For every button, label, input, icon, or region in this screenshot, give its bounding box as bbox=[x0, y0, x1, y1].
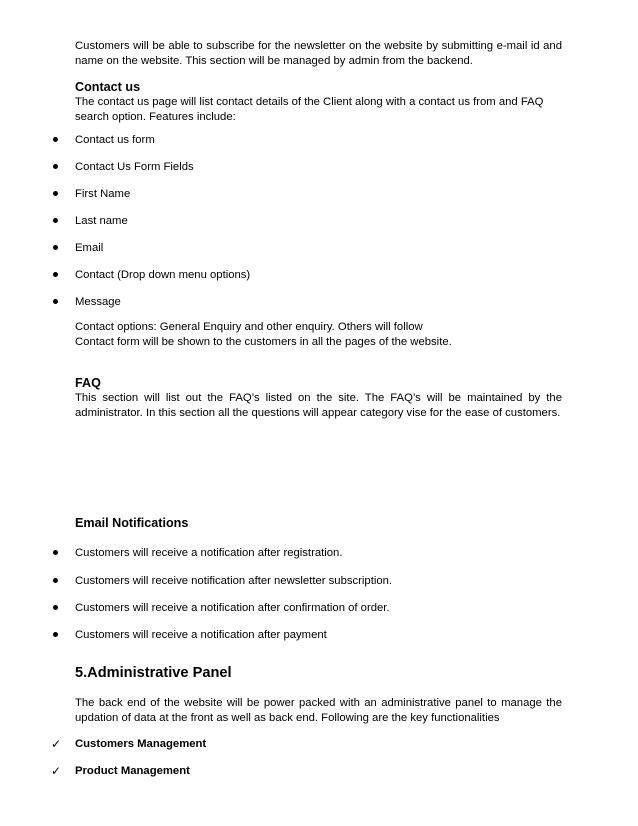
checkmark-icon: ✓ bbox=[51, 764, 62, 778]
list-item: Contact Us Form Fields bbox=[0, 159, 638, 175]
email-notifications-heading: Email Notifications bbox=[75, 516, 189, 530]
list-item: ✓ Customers Management bbox=[51, 737, 207, 751]
list-item: Contact us form bbox=[0, 132, 638, 148]
bullet-icon bbox=[53, 299, 58, 304]
newsletter-paragraph: Customers will be able to subscribe for the newsletter on the website by submitting e-mail id and name on the website. This section will be managed by admin from the backend. bbox=[75, 40, 562, 67]
list-item: Last name bbox=[0, 213, 638, 229]
faq-heading: FAQ bbox=[75, 376, 101, 390]
list-item: Customers will receive a notification after confirmation of order. bbox=[0, 600, 638, 616]
list-item: Customers will receive a notification after payment bbox=[0, 627, 638, 643]
bullet-icon bbox=[53, 605, 58, 610]
list-item: Customers will receive a notification after registration. bbox=[0, 545, 638, 561]
bullet-icon bbox=[53, 632, 58, 637]
list-item: Customers will receive notification after newsletter subscription. bbox=[0, 573, 638, 589]
bullet-icon bbox=[53, 191, 58, 196]
admin-panel-heading: 5.Administrative Panel bbox=[75, 665, 232, 681]
faq-paragraph: This section will list out the FAQ’s listed on the site. The FAQ’s will be maintained by the administrator. In this section all the questions will appear category vise for the ease of customers. bbox=[75, 392, 562, 419]
bullet-icon bbox=[53, 245, 58, 250]
bullet-icon bbox=[53, 137, 58, 142]
list-item: First Name bbox=[0, 186, 638, 202]
contact-options-line: Contact options: General Enquiry and other enquiry. Others will follow bbox=[75, 321, 423, 333]
checkmark-icon: ✓ bbox=[51, 737, 62, 751]
bullet-icon bbox=[53, 550, 58, 555]
admin-panel-paragraph: The back end of the website will be power packed with an administrative panel to manage the updation of data at the front as well as back end. Following are the key functionalities bbox=[75, 697, 562, 724]
list-item: Contact (Drop down menu options) bbox=[0, 267, 638, 283]
contact-form-line: Contact form will be shown to the customers in all the pages of the website. bbox=[75, 336, 452, 348]
list-item: Message bbox=[0, 294, 638, 310]
contact-us-intro: The contact us page will list contact details of the Client along with a contact us from and FAQ search option. Features include: bbox=[75, 96, 544, 123]
list-item: Email bbox=[0, 240, 638, 256]
list-item: ✓ Product Management bbox=[51, 764, 190, 778]
bullet-icon bbox=[53, 272, 58, 277]
contact-us-heading: Contact us bbox=[75, 80, 141, 94]
bullet-icon bbox=[53, 218, 58, 223]
bullet-icon bbox=[53, 164, 58, 169]
bullet-icon bbox=[53, 578, 58, 583]
